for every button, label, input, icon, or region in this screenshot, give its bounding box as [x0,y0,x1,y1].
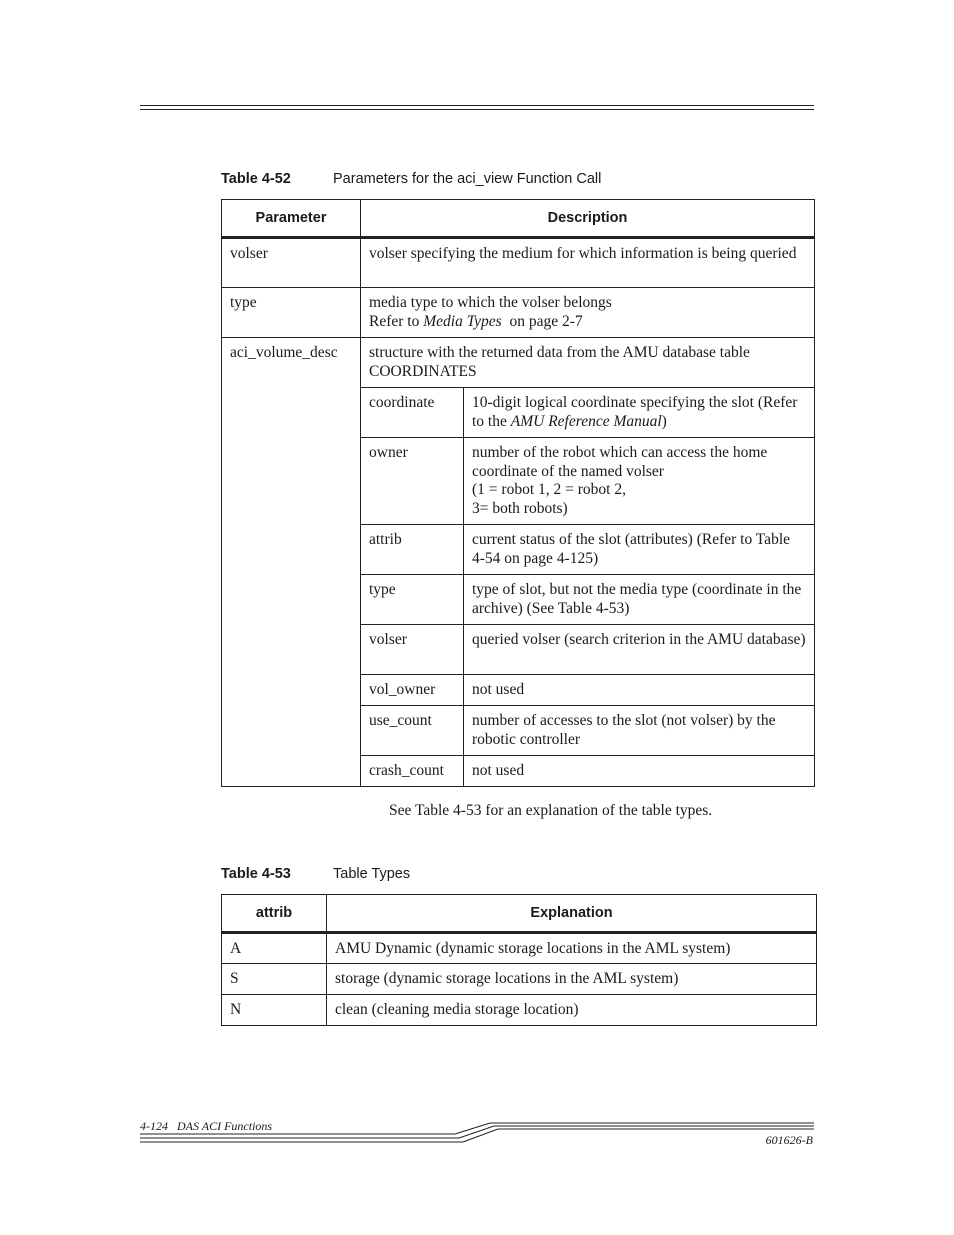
field-name-cell: type [361,575,464,625]
media-types-reference: Media Types [423,312,502,330]
desc-cell: structure with the returned data from the AMU database table COORDINATES [361,338,815,388]
param-cell: volser [222,238,361,288]
param-cell: type [222,288,361,338]
desc-page-ref: on page 2-7 [501,312,583,330]
field-name-cell: coordinate [361,388,464,438]
table53-caption [221,866,410,882]
field-name-cell: use_count [361,706,464,756]
explanation-cell: clean (cleaning media storage location) [327,995,817,1026]
header-rule-top [140,105,814,106]
explanation-cell: AMU Dynamic (dynamic storage locations in the AML system) [327,933,817,964]
attrib-cell: S [222,964,327,995]
field-desc-cell: number of the robot which can access the home coordinate of the named volser (1 = robot 1, 2 = robot 2, 3= both robots) [464,438,815,525]
explanation-cell: storage (dynamic storage locations in the AML system) [327,964,817,995]
table-row [222,288,815,338]
field-desc-cell: number of accesses to the slot (not volser) by the robotic controller [464,706,815,756]
table52-header-description: Description [361,200,815,238]
table53-header-explanation: Explanation [327,895,817,933]
table53-header-attrib: attrib [222,895,327,933]
field-desc-text: 10-digit logical coordinate specifying the slot (Refer to the [472,394,798,430]
table-row [222,338,815,388]
footer-page-section: 4-124 DAS ACI Functions [140,1119,273,1133]
param-cell: aci_volume_desc [222,338,361,787]
table52-caption [221,171,601,187]
field-desc-cell: not used [464,756,815,787]
field-desc-cell: current status of the slot (attributes) (Refer to Table 4-54 on page 4-125) [464,525,815,575]
table-row [222,238,815,288]
desc-cell: volser specifying the medium for which information is being queried [361,238,815,288]
desc-refer-text: Refer to [369,312,424,330]
desc-cell [361,288,815,338]
field-name-cell: owner [361,438,464,525]
table52-caption-number: Table 4-52 [221,171,291,187]
attrib-cell: A [222,933,327,964]
attrib-cell: N [222,995,327,1026]
table53-header-row [222,895,817,933]
field-desc-close: ) [661,412,667,430]
table52 [221,199,815,787]
desc-line: media type to which the volser belongs [369,294,612,311]
table-row [222,964,817,995]
field-name-cell: attrib [361,525,464,575]
field-desc-cell [464,388,815,438]
table52-header-row [222,200,815,238]
table53 [221,894,817,1026]
field-name-cell: crash_count [361,756,464,787]
table52-header-parameter: Parameter [222,200,361,238]
table53-caption-number: Table 4-53 [221,866,291,882]
amu-reference-manual: AMU Reference Manual [510,412,662,430]
table53-caption-title: Table Types [333,866,411,882]
field-desc-cell: queried volser (search criterion in the AMU database) [464,625,815,675]
field-name-cell: volser [361,625,464,675]
table-note: See Table 4-53 for an explanation of the table types. [389,802,713,819]
footer-doc-number: 601626-B [765,1133,813,1147]
table-row [222,933,817,964]
field-desc-cell: not used [464,675,815,706]
header-rule-bottom [140,109,814,110]
field-name-cell: vol_owner [361,675,464,706]
table52-caption-title: Parameters for the aci_view Function Call [333,171,602,187]
field-desc-cell: type of slot, but not the media type (coordinate in the archive) (See Table 4-53) [464,575,815,625]
table-row [222,995,817,1026]
